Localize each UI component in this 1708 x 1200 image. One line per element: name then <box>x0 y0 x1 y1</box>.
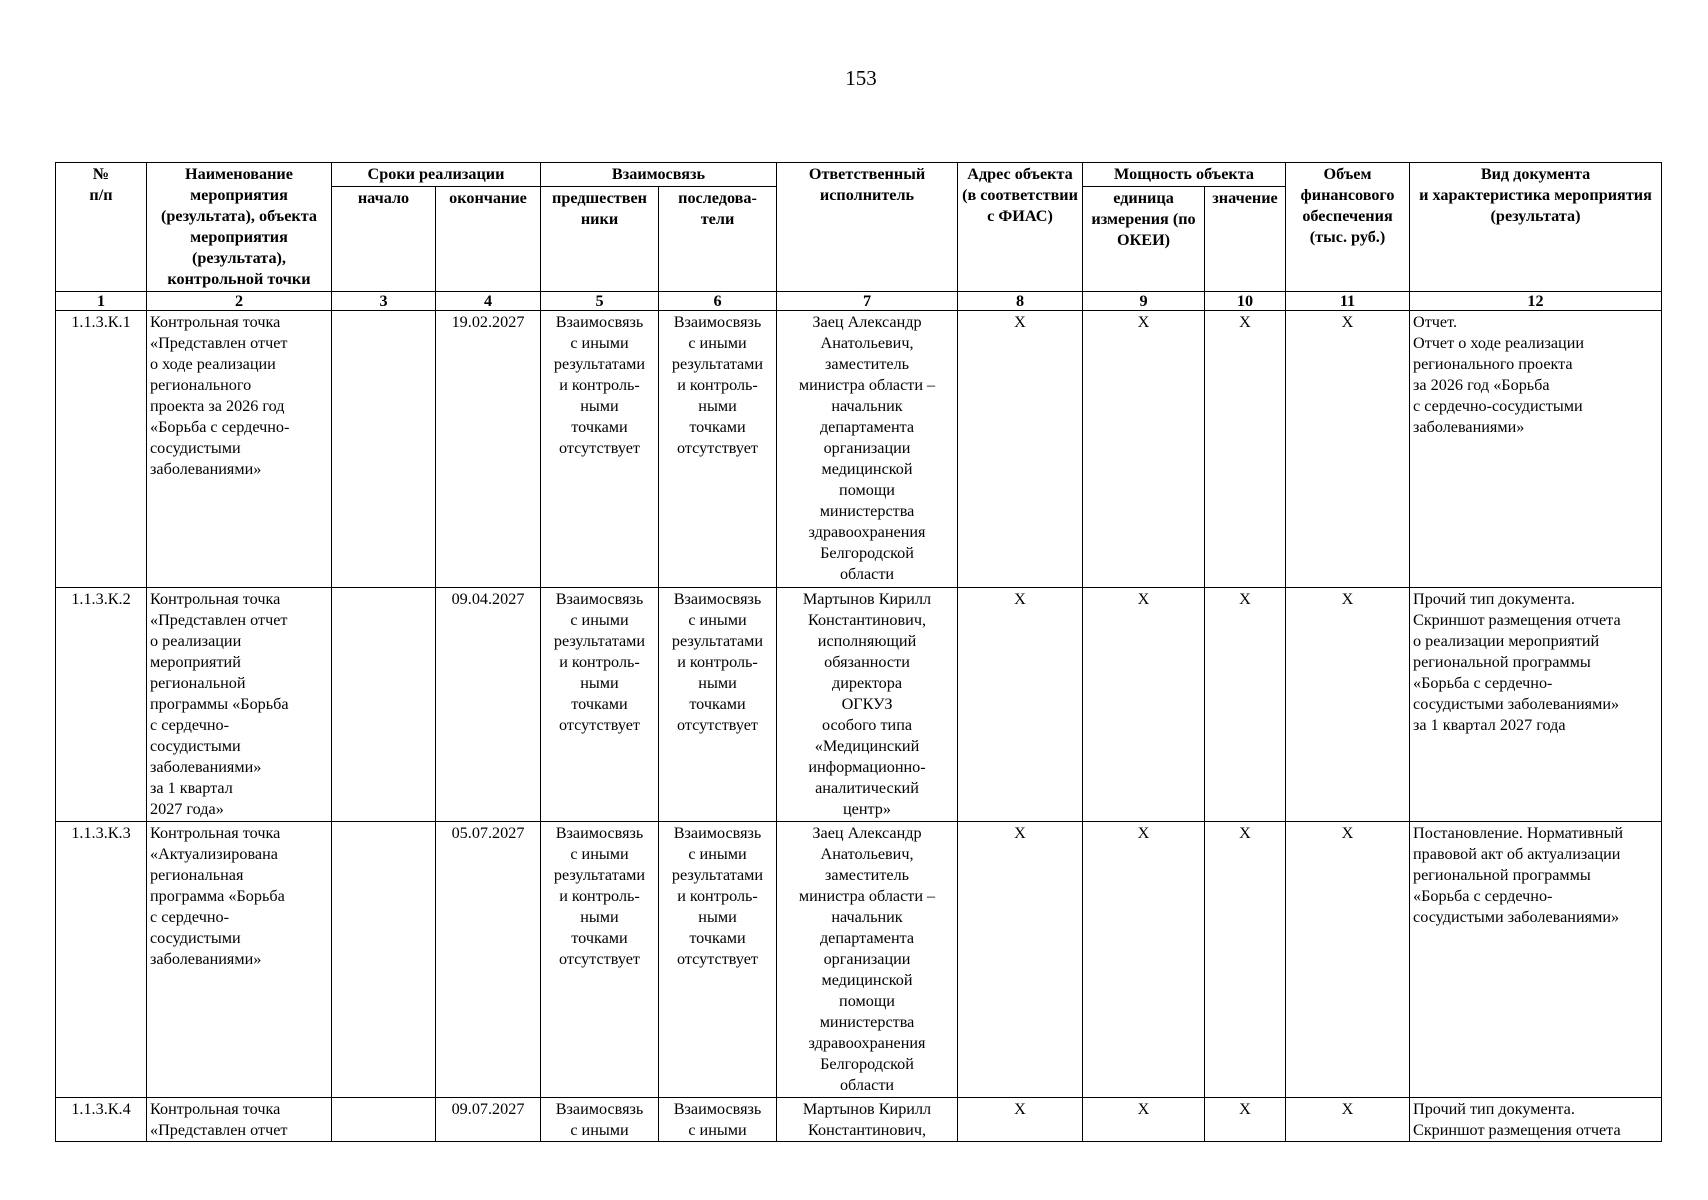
column-number-row <box>56 292 1662 311</box>
row-address: X <box>958 588 1083 822</box>
row-unit: X <box>1083 588 1205 822</box>
column-number: 8 <box>958 292 1083 311</box>
header-relation: Взаимосвязь <box>541 163 777 187</box>
column-number: 10 <box>1205 292 1286 311</box>
row-successors: Взаимосвязь с иными результатами и контроль- ными точками отсутствует <box>659 822 777 1098</box>
row-start <box>332 1098 436 1142</box>
row-id: 1.1.3.К.4 <box>56 1098 147 1142</box>
table-row <box>56 1098 1662 1142</box>
row-finance: X <box>1286 1098 1410 1142</box>
column-number: 12 <box>1410 292 1662 311</box>
row-id: 1.1.3.К.3 <box>56 822 147 1098</box>
row-start <box>332 822 436 1098</box>
row-successors: Взаимосвязь с иными результатами и контроль- ными точками отсутствует <box>659 588 777 822</box>
column-number: 4 <box>436 292 541 311</box>
row-responsible: Мартынов Кирилл Константинович, исполняющий обязанности директора ОГКУЗ особого типа «Медицинский информационно- аналитический центр» <box>777 588 958 822</box>
row-responsible: Заец Александр Анатольевич, заместитель министра области – начальник департамента организации медицинской помощи министерства здравоохранения Белгородской области <box>777 822 958 1098</box>
row-name: Контрольная точка «Актуализирована региональная программа «Борьба с сердечно- сосудистыми заболеваниями» <box>147 822 332 1098</box>
column-number: 11 <box>1286 292 1410 311</box>
row-end: 19.02.2027 <box>436 311 541 588</box>
header-name: Наименование мероприятия (результата), объекта мероприятия (результата), контрольной точки <box>147 163 332 292</box>
row-id: 1.1.3.К.1 <box>56 311 147 588</box>
row-doc: Отчет. Отчет о ходе реализации регионального проекта за 2026 год «Борьба с сердечно-сосудистыми заболеваниями» <box>1410 311 1662 588</box>
row-name: Контрольная точка «Представлен отчет о реализации мероприятий региональной программы «Борьба с сердечно- сосудистыми заболеваниями» за 1 квартал 2027 года» <box>147 588 332 822</box>
table-row <box>56 311 1662 588</box>
row-unit: X <box>1083 311 1205 588</box>
column-number: 5 <box>541 292 659 311</box>
column-number: 1 <box>56 292 147 311</box>
plan-table <box>55 162 1662 1142</box>
row-responsible: Заец Александр Анатольевич, заместитель министра области – начальник департамента организации медицинской помощи министерства здравоохранения Белгородской области <box>777 311 958 588</box>
header-doc-type: Вид документа и характеристика мероприятия (результата) <box>1410 163 1662 292</box>
row-doc: Прочий тип документа. Скриншот размещения отчета <box>1410 1098 1662 1142</box>
row-address: X <box>958 822 1083 1098</box>
row-start <box>332 311 436 588</box>
row-address: X <box>958 311 1083 588</box>
row-end: 09.07.2027 <box>436 1098 541 1142</box>
row-predecessors: Взаимосвязь с иными результатами и контроль- ными точками отсутствует <box>541 588 659 822</box>
row-doc: Постановление. Нормативный правовой акт об актуализации региональной программы «Борьба с сердечно- сосудистыми заболеваниями» <box>1410 822 1662 1098</box>
header-no: № п/п <box>56 163 147 292</box>
row-end: 09.04.2027 <box>436 588 541 822</box>
row-id: 1.1.3.К.2 <box>56 588 147 822</box>
header-responsible: Ответственный исполнитель <box>777 163 958 292</box>
header-end: окончание <box>436 187 541 292</box>
page-number: 153 <box>845 66 877 90</box>
row-predecessors: Взаимосвязь с иными <box>541 1098 659 1142</box>
header-timing: Сроки реализации <box>332 163 541 187</box>
row-responsible: Мартынов Кирилл Константинович, <box>777 1098 958 1142</box>
header-successors: последова- тели <box>659 187 777 292</box>
header-unit: единица измерения (по ОКЕИ) <box>1083 187 1205 292</box>
table-row <box>56 822 1662 1098</box>
row-value: X <box>1205 588 1286 822</box>
header-value: значение <box>1205 187 1286 292</box>
row-unit: X <box>1083 822 1205 1098</box>
column-number: 9 <box>1083 292 1205 311</box>
row-value: X <box>1205 1098 1286 1142</box>
header-finance: Объем финансового обеспечения (тыс. руб.) <box>1286 163 1410 292</box>
column-number: 7 <box>777 292 958 311</box>
column-number: 2 <box>147 292 332 311</box>
header-start: начало <box>332 187 436 292</box>
row-value: X <box>1205 311 1286 588</box>
table-row <box>56 588 1662 822</box>
row-unit: X <box>1083 1098 1205 1142</box>
row-end: 05.07.2027 <box>436 822 541 1098</box>
row-finance: X <box>1286 311 1410 588</box>
row-predecessors: Взаимосвязь с иными результатами и контроль- ными точками отсутствует <box>541 311 659 588</box>
header-address: Адрес объекта (в соответствии с ФИАС) <box>958 163 1083 292</box>
header-predecessors: предшествен ники <box>541 187 659 292</box>
header-capacity: Мощность объекта <box>1083 163 1286 187</box>
row-name: Контрольная точка «Представлен отчет <box>147 1098 332 1142</box>
row-predecessors: Взаимосвязь с иными результатами и контроль- ными точками отсутствует <box>541 822 659 1098</box>
row-name: Контрольная точка «Представлен отчет о ходе реализации регионального проекта за 2026 год «Борьба с сердечно- сосудистыми заболеваниями» <box>147 311 332 588</box>
row-finance: X <box>1286 588 1410 822</box>
row-doc: Прочий тип документа. Скриншот размещения отчета о реализации мероприятий региональной программы «Борьба с сердечно- сосудистыми заболеваниями» за 1 квартал 2027 года <box>1410 588 1662 822</box>
row-address: X <box>958 1098 1083 1142</box>
column-number: 6 <box>659 292 777 311</box>
row-successors: Взаимосвязь с иными результатами и контроль- ными точками отсутствует <box>659 311 777 588</box>
column-number: 3 <box>332 292 436 311</box>
row-successors: Взаимосвязь с иными <box>659 1098 777 1142</box>
row-finance: X <box>1286 822 1410 1098</box>
row-start <box>332 588 436 822</box>
row-value: X <box>1205 822 1286 1098</box>
